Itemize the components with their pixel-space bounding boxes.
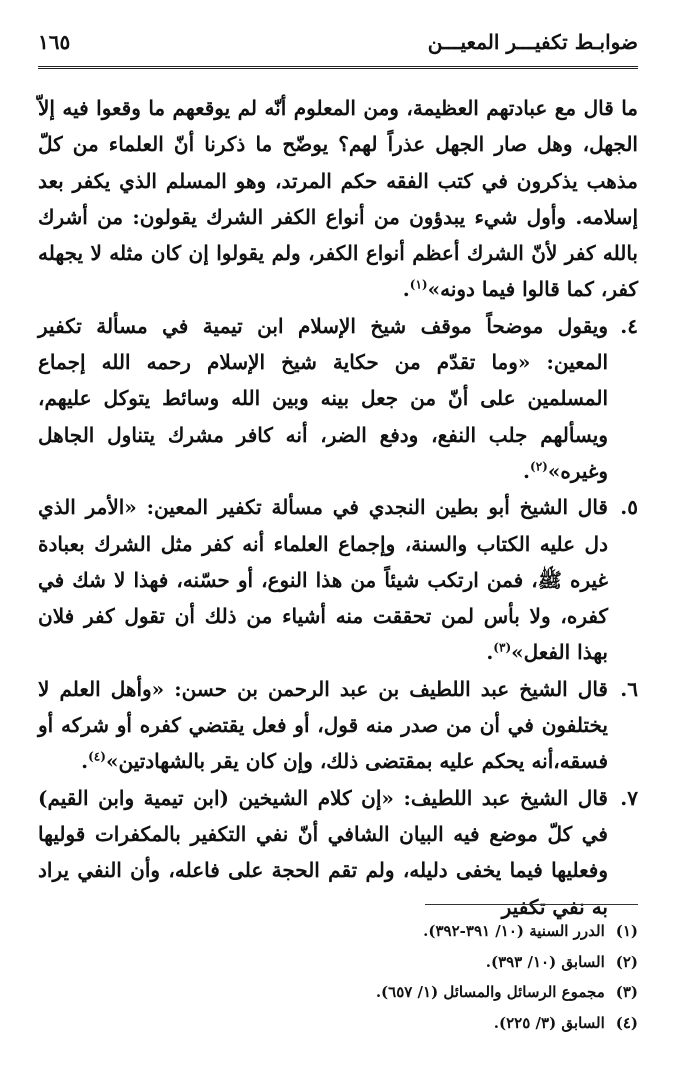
footnote-number: (٢) [615,952,638,971]
item-number: ٤. [620,313,638,338]
item-text: قال الشيخ عبد اللطيف: «إن كلام الشيخين (ابن تيمية وابن القيم) في كلّ موضع فيه البيان الشافي أنّ نفي التكفير بالمكفرات قوليها وفعليها فيما يخفى دليله، ولم تقم الحجة على فاعله، وأن النفي يراد به نفي تكفير [38,785,608,919]
footnote [38,1008,638,1039]
footnote [38,977,638,1008]
opening-paragraph-text: ما قال مع عبادتهم العظيمة، ومن المعلوم أنّه لم يوقعهم ما وقعوا فيه إلاّ الجهل، وهل صار الجهل عذراً لهم؟ يوضّح ما ذكرنا أنّ العلماء من كلّ مذهب يذكرون في كتب الفقه حكم المرتد، وهو المسلم الذي يكفر بعد إسلامه. وأول شيء يبدؤون من أنواع الكفر الشرك يقولون: من أشرك بالله كفر لأنّ الشرك أعظم أنواع الكفر، ولم يقولوا إن كان مثله لا يجهله كفر، كما قالوا فيما دونه» [38,96,638,302]
item-text: قال الشيخ أبو بطين النجدي في مسألة تكفير المعين: «الأمر الذي دل عليه الكتاب والسنة، وإجماع العلماء أنه كفر مثل الشرك بعبادة غيره ﷺ، فمن ارتكب شيئاً من هذا النوع، أو حسّنه، فهذا لا شك في كفره، ولا بأس لمن تحققت منه أشياء من ذلك أن تقول كفر فلان بهذا الفعل» [38,495,608,665]
footnote-number: (٤) [615,1013,638,1032]
list-item: ٤. ويقول موضحاً موقف شيخ الإسلام ابن تيمية في مسألة تكفير المعين: «وما تقدّم من حكاية شيخ الإسلام رحمه الله إجماع المسلمين على أنّ من جعل بينه وبين الله وسائط يتوكل عليهم، ويسألهم جلب النفع، ودفع الضر، أنه كافر مشرك يتناول الجاهل وغيره»$^{(٢)}$. [38,308,638,489]
footnote [38,916,638,947]
footnote [38,947,638,978]
item-number: ٥. [620,495,638,520]
footnote-text: السابق (١٠/ ٣٩٣). [485,952,605,971]
footnote-ref: (٢) [530,459,548,474]
footnote-text: مجموع الرسائل والمسائل (١/ ٦٥٧). [375,983,605,1001]
page-number: ١٦٥ [38,30,71,54]
footnote-ref: (٣) [493,640,512,655]
list-item: ٦. قال الشيخ عبد اللطيف بن عبد الرحمن بن حسن: «وأهل العلم لا يختلفون في أن من صدر منه قول، أو فعل يقتضي كفره أو شركه أو فسقه،أنه يحكم عليه بمقتضى ذلك، وإن كان يقر بالشهادتين»$^{(٤)}$. [38,671,638,780]
footnote-text: الدرر السنية (١٠/ ٣٩١-٣٩٢). [423,922,605,940]
page-header [38,28,638,76]
item-text: ويقول موضحاً موقف شيخ الإسلام ابن تيمية في مسألة تكفير المعين: «وما تقدّم من حكاية شيخ الإسلام رحمه الله إجماع المسلمين على أنّ من جعل بينه وبين الله وسائط يتوكل عليهم، ويسألهم جلب النفع، ودفع الضر، أنه كافر مشرك يتناول الجاهل وغيره» [38,313,608,483]
footnote-ref: (١) [409,277,428,292]
footnote-number: (١) [615,922,638,940]
item-text: قال الشيخ عبد اللطيف بن عبد الرحمن بن حسن: «وأهل العلم لا يختلفون في أن من صدر منه قول، أو فعل يقتضي كفره أو شركه أو فسقه،أنه يحكم عليه بمقتضى ذلك، وإن كان يقر بالشهادتين» [38,676,608,774]
running-title: ضوابـط تكفيـــر المعيـــن [427,30,638,54]
footnotes [38,916,638,1038]
main-text [38,90,638,925]
item-number: ٦. [620,676,638,701]
item-number: ٧. [620,785,638,810]
footnote-text: السابق (٣/ ٢٢٥). [493,1013,605,1032]
list-item: ٥. قال الشيخ أبو بطين النجدي في مسألة تكفير المعين: «الأمر الذي دل عليه الكتاب والسنة، وإجماع العلماء أنه كفر مثل الشرك بعبادة غيره ﷺ، فمن ارتكب شيئاً من هذا النوع، أو حسّنه، فهذا لا شك في كفره، ولا بأس لمن تحققت منه أشياء من ذلك أن تقول كفر فلان بهذا الفعل»$^{(٣)}$. [38,489,638,670]
footnote-number: (٣) [615,983,638,1001]
footnote-ref: (٤) [88,749,106,764]
opening-paragraph: ما قال مع عبادتهم العظيمة، ومن المعلوم أنّه لم يوقعهم ما وقعوا فيه إلاّ الجهل، وهل صار الجهل عذراً لهم؟ يوضّح ما ذكرنا أنّ العلماء من كلّ مذهب يذكرون في كتب الفقه حكم المرتد، وهو المسلم الذي يكفر بعد إسلامه. وأول شيء يبدؤون من أنواع الكفر الشرك يقولون: من أشرك بالله كفر لأنّ الشرك أعظم أنواع الكفر، ولم يقولوا إن كان مثله لا يجهله كفر، كما قالوا فيما دونه»$^{(١)}$. [38,96,638,302]
header-rule [38,66,638,69]
footnote-separator [425,904,638,905]
